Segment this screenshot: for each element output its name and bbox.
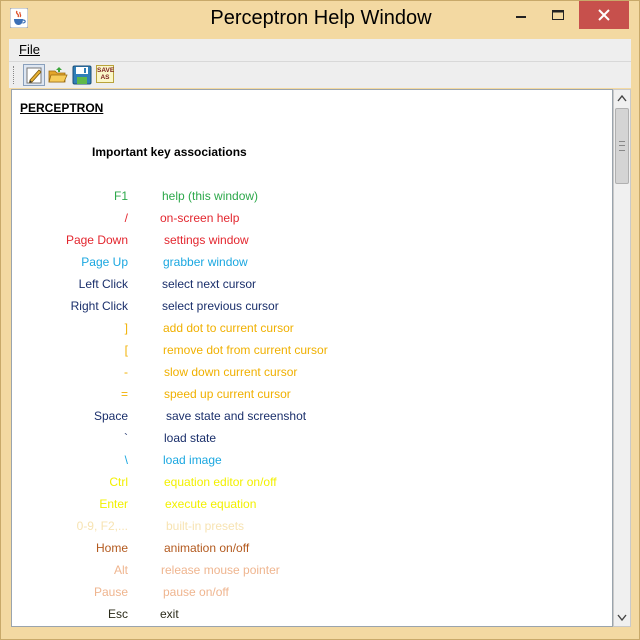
- list-item: [12, 497, 612, 517]
- key-description: pause on/off: [163, 585, 229, 599]
- key-label: Enter: [99, 497, 128, 511]
- list-item: [12, 189, 612, 209]
- list-item: [12, 519, 612, 539]
- list-item: [12, 585, 612, 605]
- save-as-line2: AS: [100, 74, 110, 81]
- key-label: ]: [124, 321, 128, 335]
- list-item: [12, 409, 612, 429]
- key-description: load state: [164, 431, 217, 445]
- key-label: Home: [95, 541, 128, 555]
- key-description: add dot to current cursor: [163, 321, 294, 335]
- list-item: [12, 343, 612, 363]
- menu-file[interactable]: [19, 42, 40, 57]
- key-label: F1: [113, 189, 128, 203]
- key-description: select next cursor: [162, 277, 257, 291]
- list-item: [12, 607, 612, 627]
- key-description: settings window: [164, 233, 249, 247]
- key-description: on-screen help: [160, 211, 240, 225]
- chevron-down-icon: [614, 609, 630, 626]
- key-description: grabber window: [163, 255, 248, 269]
- key-label: =: [120, 387, 128, 401]
- menu-file-label: File: [19, 42, 40, 57]
- key-label: 0-9, F2,...: [76, 519, 128, 533]
- key-label: \: [124, 453, 128, 467]
- key-label: Pause: [93, 585, 128, 599]
- title-bar[interactable]: [1, 1, 639, 39]
- key-description: equation editor on/off: [164, 475, 277, 489]
- open-folder-icon: [47, 64, 69, 86]
- key-description: slow down current cursor: [164, 365, 298, 379]
- floppy-disk-icon: [71, 64, 93, 86]
- help-content[interactable]: [11, 89, 613, 627]
- open-button[interactable]: [47, 64, 69, 86]
- list-item: [12, 387, 612, 407]
- key-label: Page Down: [65, 233, 128, 247]
- list-item: [12, 431, 612, 451]
- vertical-scrollbar[interactable]: [613, 89, 631, 627]
- minimize-icon: [507, 1, 535, 29]
- edit-button[interactable]: [23, 64, 45, 86]
- key-label: -: [124, 365, 128, 379]
- maximize-button[interactable]: [541, 1, 575, 29]
- key-description: speed up current cursor: [164, 387, 291, 401]
- key-label: Ctrl: [109, 475, 128, 489]
- toolbar-grip[interactable]: [13, 66, 17, 84]
- key-description: animation on/off: [164, 541, 250, 555]
- save-as-line1: SAVE: [97, 67, 115, 74]
- close-icon: [579, 1, 629, 29]
- key-description: save state and screenshot: [166, 409, 307, 423]
- save-as-icon: [96, 65, 114, 83]
- list-item: [12, 299, 612, 319]
- list-item: [12, 475, 612, 495]
- help-heading: PERCEPTRON: [20, 101, 104, 115]
- key-label: Space: [93, 409, 128, 423]
- list-item: [12, 255, 612, 275]
- key-description: remove dot from current cursor: [163, 343, 328, 357]
- key-label: Left Click: [78, 277, 128, 291]
- list-item: [12, 277, 612, 297]
- scroll-down-button[interactable]: [614, 609, 630, 626]
- list-item: [12, 453, 612, 473]
- thumb-grip-icon: [619, 141, 625, 151]
- scrollbar-thumb[interactable]: [615, 108, 629, 184]
- list-item: [12, 233, 612, 253]
- list-item: [12, 321, 612, 341]
- key-label: Page Up: [81, 255, 128, 269]
- list-item: [12, 365, 612, 385]
- key-description: built-in presets: [166, 519, 245, 533]
- toolbar: [9, 61, 631, 88]
- help-subheading: Important key associations: [92, 145, 247, 159]
- close-button[interactable]: [579, 1, 629, 29]
- window-title: Perceptron Help Window: [210, 7, 432, 29]
- minimize-button[interactable]: [507, 1, 535, 29]
- key-description: exit: [160, 607, 179, 621]
- key-description: help (this window): [162, 189, 259, 203]
- scroll-up-button[interactable]: [614, 90, 630, 107]
- list-item: [12, 563, 612, 583]
- edit-icon: [24, 65, 44, 85]
- key-label: [: [124, 343, 128, 357]
- key-description: release mouse pointer: [161, 563, 280, 577]
- list-item: [12, 541, 612, 561]
- key-label: Alt: [113, 563, 128, 577]
- key-description: load image: [163, 453, 222, 467]
- chevron-up-icon: [614, 90, 630, 107]
- key-label: `: [124, 431, 128, 445]
- key-description: execute equation: [165, 497, 257, 511]
- key-label: /: [124, 211, 128, 225]
- menu-bar: [9, 39, 631, 61]
- maximize-icon: [541, 1, 575, 29]
- save-as-button[interactable]: [95, 64, 117, 86]
- key-description: select previous cursor: [162, 299, 279, 313]
- list-item: [12, 211, 612, 231]
- save-button[interactable]: [71, 64, 93, 86]
- key-label: Right Click: [70, 299, 128, 313]
- key-label: Esc: [107, 607, 128, 621]
